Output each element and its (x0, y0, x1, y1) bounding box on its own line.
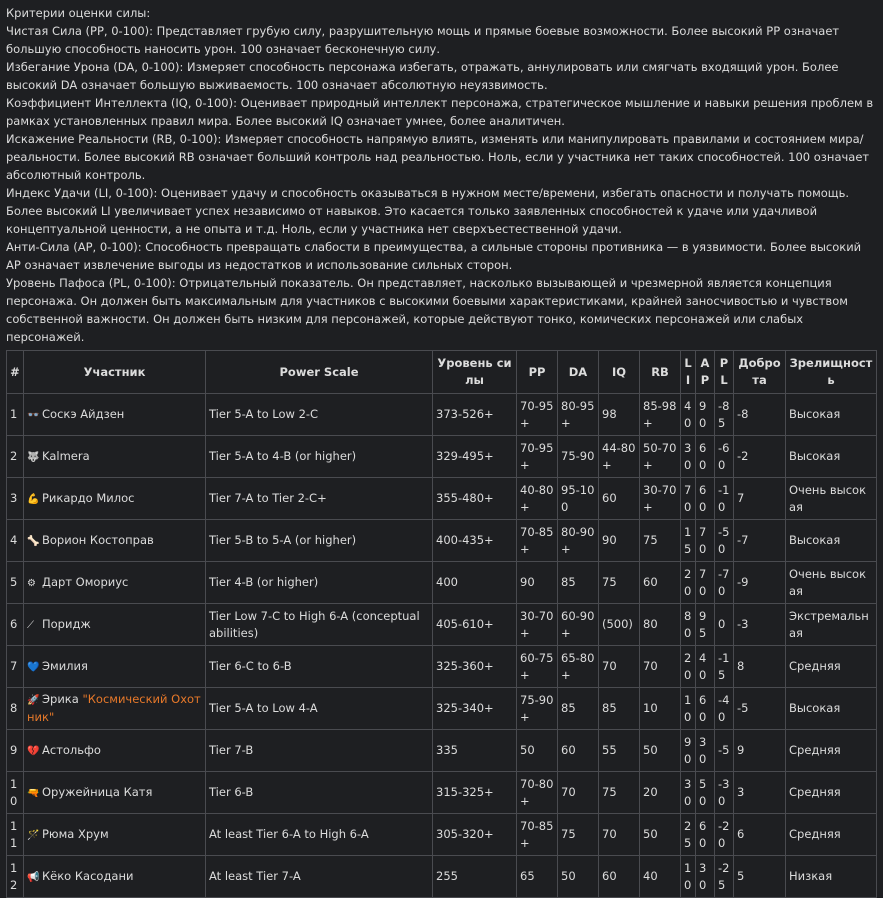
cell-pl: -20 (715, 814, 734, 856)
col-header-pl: PL (715, 351, 734, 394)
cell-iq: 60 (599, 478, 640, 520)
cell-pl: -40 (715, 688, 734, 730)
cell-li: 30 (681, 772, 696, 814)
participant-name: Рюма Хрум (42, 826, 109, 841)
cell-ap: 60 (696, 436, 715, 478)
cell-participant (24, 394, 206, 436)
cell-spectacle: Высокая (786, 688, 877, 730)
cell-li: 25 (681, 814, 696, 856)
criteria-line-ap: Анти-Сила (AP, 0-100): Способность превращать слабости в преимущества, а сильные стороны противника — в уязвимости. Более высокий AP означает извлечение выгоды из недостатков и использование сильных сторон. (6, 240, 862, 272)
cell-level: 400-435+ (433, 520, 517, 562)
blue-heart-icon: 💙 (27, 661, 40, 673)
cell-num: 2 (7, 436, 24, 478)
cell-da: 60 (558, 730, 599, 772)
table-header-row (7, 351, 877, 394)
cell-pp: 30-70+ (517, 604, 558, 646)
cell-spectacle: Низкая (786, 856, 877, 898)
cell-spectacle: Средняя (786, 814, 877, 856)
bone-icon: 🦴 (27, 535, 40, 547)
criteria-line-iq: Коэффициент Интеллекта (IQ, 0-100): Оценивает природный интеллект персонажа, стратегическое мышление и навыки решения проблем в рамках установленных правил мира. Более высокий IQ означает умнее, более аналитичен. (6, 96, 874, 128)
participant-name: Эмилия (42, 658, 88, 673)
cell-ap: 30 (696, 856, 715, 898)
cell-iq: 75 (599, 772, 640, 814)
cell-power-scale: Tier 5-A to Low 2-C (206, 394, 433, 436)
cell-pl: -70 (715, 562, 734, 604)
cell-level: 373-526+ (433, 394, 517, 436)
cell-level: 325-340+ (433, 688, 517, 730)
table-row (7, 394, 877, 436)
col-header-num: # (7, 351, 24, 394)
cell-ap: 70 (696, 562, 715, 604)
cell-num: 3 (7, 478, 24, 520)
cell-level: 305-320+ (433, 814, 517, 856)
cell-kindness: -9 (734, 562, 786, 604)
cell-kindness: 3 (734, 772, 786, 814)
cell-num: 6 (7, 604, 24, 646)
cell-num: 5 (7, 562, 24, 604)
gun-icon: 🔫 (27, 787, 40, 799)
col-header-li: LI (681, 351, 696, 394)
cell-power-scale: At least Tier 7-A (206, 856, 433, 898)
col-header-iq: IQ (599, 351, 640, 394)
col-header-level: Уровень силы (433, 351, 517, 394)
wolf-icon: 🐺 (27, 451, 40, 463)
criteria-line-da: Избегание Урона (DA, 0-100): Измеряет способность персонажа избегать, отражать, аннулировать или смягчать входящий урон. Более высокий DA означает большую выживаемость. 100 означает абсолютную неуязвимость. (6, 60, 839, 92)
cell-pp: 40-80+ (517, 478, 558, 520)
cell-power-scale: Tier 5-B to 5-A (or higher) (206, 520, 433, 562)
cell-pp: 70-95+ (517, 436, 558, 478)
cell-rb: 85-98+ (640, 394, 681, 436)
cell-participant (24, 688, 206, 730)
cell-ap: 90 (696, 394, 715, 436)
cell-participant (24, 856, 206, 898)
cell-rb: 50 (640, 730, 681, 772)
cell-num: 4 (7, 520, 24, 562)
cell-pp: 70-80+ (517, 772, 558, 814)
cell-li: 20 (681, 646, 696, 688)
cell-participant (24, 604, 206, 646)
cell-iq: 70 (599, 814, 640, 856)
col-header-rb: RB (640, 351, 681, 394)
cell-rb: 50-70+ (640, 436, 681, 478)
table-row (7, 646, 877, 688)
cell-da: 95-100 (558, 478, 599, 520)
cell-pp: 50 (517, 730, 558, 772)
cell-level: 400 (433, 562, 517, 604)
cell-iq: 44-80+ (599, 436, 640, 478)
cell-iq: 98 (599, 394, 640, 436)
cell-iq: 55 (599, 730, 640, 772)
participant-title: "Космический Охотник" (27, 692, 201, 724)
cell-da: 75 (558, 814, 599, 856)
cell-kindness: 5 (734, 856, 786, 898)
cell-level: 405-610+ (433, 604, 517, 646)
cell-pl: 0 (715, 604, 734, 646)
cell-da: 80-95+ (558, 394, 599, 436)
table-row (7, 772, 877, 814)
cell-li: 10 (681, 688, 696, 730)
cell-num: 7 (7, 646, 24, 688)
broken-heart-icon: 💔 (27, 745, 40, 757)
col-header-power-scale: Power Scale (206, 351, 433, 394)
cell-rb: 20 (640, 772, 681, 814)
cell-li: 40 (681, 394, 696, 436)
cell-pl: -50 (715, 520, 734, 562)
cell-pp: 70-95+ (517, 394, 558, 436)
col-header-kindness: Доброта (734, 351, 786, 394)
brush-icon: ⟋ (27, 619, 34, 631)
cell-pl: -85 (715, 394, 734, 436)
power-scale-table (6, 350, 877, 898)
cell-level: 355-480+ (433, 478, 517, 520)
cell-spectacle: Высокая (786, 520, 877, 562)
cell-num: 9 (7, 730, 24, 772)
cell-pl: -10 (715, 478, 734, 520)
cell-participant (24, 478, 206, 520)
cell-rb: 60 (640, 562, 681, 604)
cell-kindness: -7 (734, 520, 786, 562)
cell-participant (24, 520, 206, 562)
cell-ap: 60 (696, 478, 715, 520)
cell-participant (24, 730, 206, 772)
cell-pp: 65 (517, 856, 558, 898)
col-header-participant: Участник (24, 351, 206, 394)
cell-num: 8 (7, 688, 24, 730)
cell-ap: 60 (696, 814, 715, 856)
cell-participant (24, 814, 206, 856)
cell-da: 70 (558, 772, 599, 814)
cell-da: 65-80+ (558, 646, 599, 688)
cell-pp: 75-90+ (517, 688, 558, 730)
participant-name: Ворион Костоправ (42, 532, 154, 547)
cell-power-scale: Tier Low 7-C to High 6-A (conceptual abilities) (206, 604, 433, 646)
cell-num: 1 (7, 394, 24, 436)
participant-name: Дарт Омориус (42, 574, 129, 589)
criteria-line-rb: Искажение Реальности (RB, 0-100): Измеряет способность напрямую влиять, изменять или манипулировать правилами и состоянием мира/реальности. Более высокий RB означает больший контроль над реальностью. Ноль, если у участника нет таких способностей. 100 означает абсолютный контроль. (6, 132, 870, 182)
cell-pp: 60-75+ (517, 646, 558, 688)
cell-rb: 10 (640, 688, 681, 730)
cell-kindness: 8 (734, 646, 786, 688)
cell-participant (24, 562, 206, 604)
table-row (7, 730, 877, 772)
cell-rb: 80 (640, 604, 681, 646)
cell-pl: -15 (715, 646, 734, 688)
cell-ap: 70 (696, 520, 715, 562)
table-row (7, 478, 877, 520)
cell-power-scale: Tier 6-C to 6-B (206, 646, 433, 688)
cell-rb: 50 (640, 814, 681, 856)
cell-power-scale: Tier 7-A to Tier 2-C+ (206, 478, 433, 520)
cell-pl: -60 (715, 436, 734, 478)
cell-iq: 60 (599, 856, 640, 898)
table-row (7, 436, 877, 478)
cell-iq: 90 (599, 520, 640, 562)
rocket-icon: 🚀 (27, 695, 40, 706)
criteria-line-pl: Уровень Пафоса (PL, 0-100): Отрицательный показатель. Он представляет, насколько вызывающей и чрезмерной является концепция персонажа. Он должен быть максимальным для участников с высокими боевыми характеристиками, крайней заносчивостью и чувством собственной важности. Он должен быть низким для персонажей, которые действуют тонко, комических персонажей или слабых персонажей. (6, 276, 848, 344)
cell-rb: 40 (640, 856, 681, 898)
cell-kindness: 7 (734, 478, 786, 520)
cell-spectacle: Высокая (786, 436, 877, 478)
cell-power-scale: Tier 4-B (or higher) (206, 562, 433, 604)
gear-icon: ⚙ (27, 577, 36, 589)
criteria-section (6, 4, 877, 346)
cell-level: 329-495+ (433, 436, 517, 478)
cell-spectacle: Средняя (786, 646, 877, 688)
table-row (7, 688, 877, 730)
cell-level: 255 (433, 856, 517, 898)
participant-name: Оружейница Катя (42, 784, 153, 799)
table-row (7, 604, 877, 646)
cell-li: 10 (681, 856, 696, 898)
cell-kindness: -2 (734, 436, 786, 478)
cell-da: 60-90+ (558, 604, 599, 646)
cell-power-scale: Tier 7-B (206, 730, 433, 772)
criteria-line-pp: Чистая Сила (PP, 0-100): Представляет грубую силу, разрушительную мощь и прямые боевые возможности. Более высокий PP означает большую способность наносить урон. 100 означает бесконечную силу. (6, 24, 840, 56)
cell-num: 12 (7, 856, 24, 898)
cell-rb: 70 (640, 646, 681, 688)
cell-li: 15 (681, 520, 696, 562)
cell-kindness: 6 (734, 814, 786, 856)
magic-wand-icon: 🪄 (27, 829, 40, 841)
cell-ap: 60 (696, 688, 715, 730)
cell-li: 90 (681, 730, 696, 772)
participant-name: Эрика (42, 692, 79, 706)
table-row (7, 814, 877, 856)
cell-num: 11 (7, 814, 24, 856)
cell-kindness: -3 (734, 604, 786, 646)
participant-name: Астольфо (42, 742, 101, 757)
table-body (7, 394, 877, 898)
cell-num: 10 (7, 772, 24, 814)
cell-da: 85 (558, 688, 599, 730)
cell-pp: 70-85+ (517, 520, 558, 562)
cell-pp: 70-85+ (517, 814, 558, 856)
cell-iq: 75 (599, 562, 640, 604)
cell-da: 50 (558, 856, 599, 898)
col-header-da: DA (558, 351, 599, 394)
megaphone-icon: 📢 (27, 871, 40, 883)
cell-kindness: -8 (734, 394, 786, 436)
cell-iq: 70 (599, 646, 640, 688)
cell-li: 70 (681, 478, 696, 520)
cell-ap: 95 (696, 604, 715, 646)
cell-level: 325-360+ (433, 646, 517, 688)
cell-pl: -5 (715, 730, 734, 772)
cell-power-scale: Tier 6-B (206, 772, 433, 814)
col-header-pp: PP (517, 351, 558, 394)
participant-name: Рикардо Милос (42, 490, 135, 505)
criteria-line-li: Индекс Удачи (LI, 0-100): Оценивает удачу и способность оказываться в нужном месте/времени, избегать опасности и получать помощь. Более высокий LI увеличивает успех независимо от навыков. Это касается только заявленных способностей к удаче или удачливой концептуальной ценности, а не опыта и т.д. Ноль, если у участника нет сверхъестественной удачи. (6, 186, 850, 236)
cell-iq: 85 (599, 688, 640, 730)
table-row (7, 520, 877, 562)
table-row (7, 562, 877, 604)
participant-name: Поридж (42, 616, 91, 631)
cell-spectacle: Экстремальная (786, 604, 877, 646)
cell-kindness: -5 (734, 688, 786, 730)
participant-name: Соскэ Айдзен (42, 406, 125, 421)
cell-li: 80 (681, 604, 696, 646)
cell-level: 335 (433, 730, 517, 772)
table-row (7, 856, 877, 898)
cell-li: 20 (681, 562, 696, 604)
cell-pl: -30 (715, 772, 734, 814)
cell-rb: 30-70+ (640, 478, 681, 520)
col-header-ap: AP (696, 351, 715, 394)
cell-da: 85 (558, 562, 599, 604)
cell-level: 315-325+ (433, 772, 517, 814)
participant-name: Кёко Касодани (42, 868, 134, 883)
cell-power-scale: Tier 5-A to Low 4-A (206, 688, 433, 730)
cell-rb: 75 (640, 520, 681, 562)
cell-spectacle: Средняя (786, 772, 877, 814)
cell-iq: (500) (599, 604, 640, 646)
cell-spectacle: Высокая (786, 394, 877, 436)
cell-ap: 40 (696, 646, 715, 688)
cell-li: 30 (681, 436, 696, 478)
muscle-icon: 💪 (27, 493, 40, 505)
glasses-icon: 👓 (27, 409, 40, 421)
cell-participant (24, 436, 206, 478)
participant-name: Kalmera (42, 448, 90, 463)
cell-spectacle: Очень высокая (786, 562, 877, 604)
cell-pp: 90 (517, 562, 558, 604)
cell-ap: 30 (696, 730, 715, 772)
criteria-heading: Критерии оценки силы: (6, 6, 151, 20)
cell-da: 80-90+ (558, 520, 599, 562)
cell-ap: 50 (696, 772, 715, 814)
cell-spectacle: Средняя (786, 730, 877, 772)
cell-participant (24, 646, 206, 688)
cell-da: 75-90 (558, 436, 599, 478)
cell-participant (24, 772, 206, 814)
cell-power-scale: Tier 5-A to 4-B (or higher) (206, 436, 433, 478)
cell-spectacle: Очень высокая (786, 478, 877, 520)
cell-pl: -25 (715, 856, 734, 898)
col-header-spectacle: Зрелищность (786, 351, 877, 394)
cell-power-scale: At least Tier 6-A to High 6-A (206, 814, 433, 856)
cell-kindness: 9 (734, 730, 786, 772)
